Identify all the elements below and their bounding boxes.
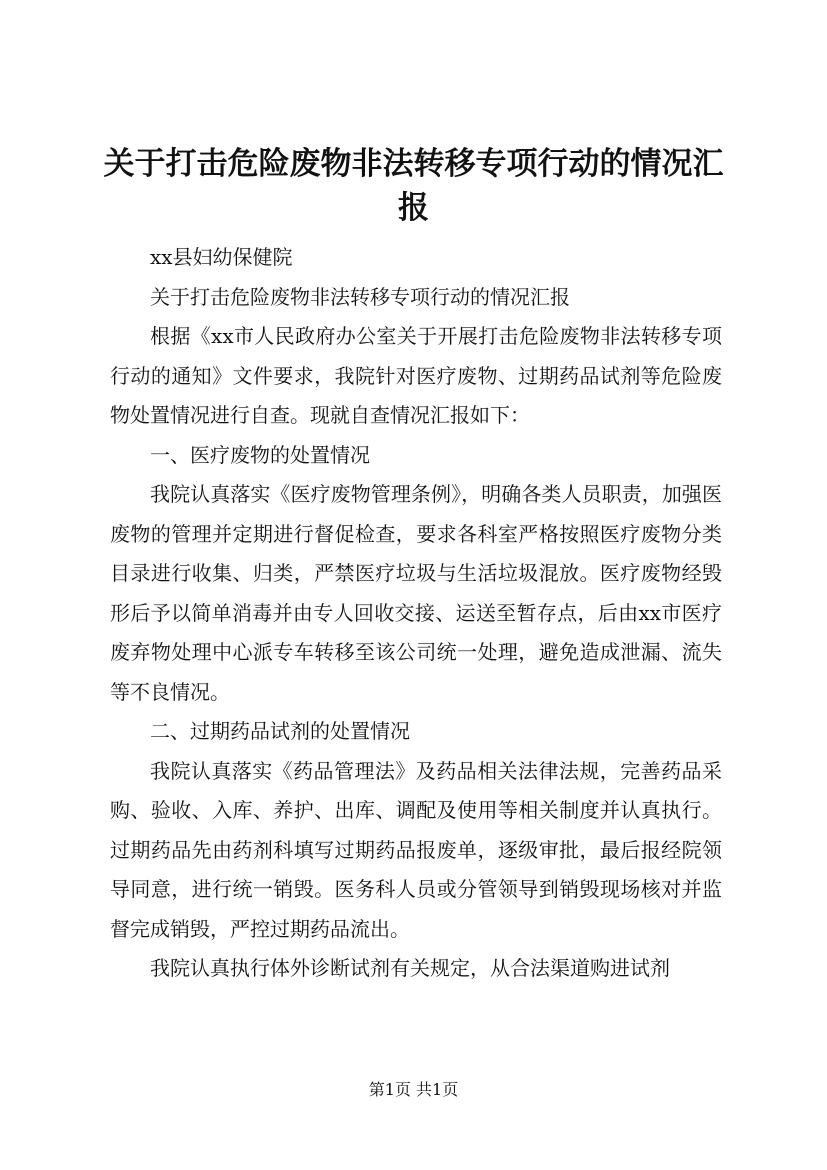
paragraph-expired-drugs: 我院认真落实《药品管理法》及药品相关法律法规，完善药品采购、验收、入库、养护、出库、调配及使用等相关制度并认真执行。过期药品先由药剂科填写过期药品报废单，逐级审批，最后报经院领导同意，进行统一销毁。医务科人员或分管领导到销毁现场核对并监督完成销毁，严控过期药品流出。 <box>110 758 722 941</box>
page-footer: 第1页 共1页 <box>368 1080 459 1099</box>
document-body <box>110 238 722 989</box>
paragraph-medical-waste: 我院认真落实《医疗废物管理条例》，明确各类人员职责，加强医废物的管理并定期进行督促检查，要求各科室严格按照医疗废物分类目录进行收集、归类，严禁医疗垃圾与生活垃圾混放。医疗废物经毁形后予以简单消毒并由专人回收交接、运送至暂存点，后由xx市医疗废弃物处理中心派专车转移至该公司统一处理，避免造成泄漏、流失等不良情况。 <box>110 482 722 704</box>
document-title: 关于打击危险废物非法转移专项行动的情况汇报 <box>103 146 724 226</box>
paragraph-reagents: 我院认真执行体外诊断试剂有关规定，从合法渠道购进试剂 <box>150 956 670 980</box>
paragraph-organization: xx县妇幼保健院 <box>150 245 293 269</box>
paragraph-report-title: 关于打击危险废物非法转移专项行动的情况汇报 <box>150 284 570 309</box>
heading-expired-drugs: 二、过期药品试剂的处置情况 <box>150 719 410 743</box>
paragraph-intro: 根据《xx市人民政府办公室关于开展打击危险废物非法转移专项行动的通知》文件要求，我院针对医疗废物、过期药品试剂等危险废物处置情况进行自查。现就自查情况汇报如下： <box>110 324 722 427</box>
heading-medical-waste: 一、医疗废物的处置情况 <box>150 442 370 467</box>
